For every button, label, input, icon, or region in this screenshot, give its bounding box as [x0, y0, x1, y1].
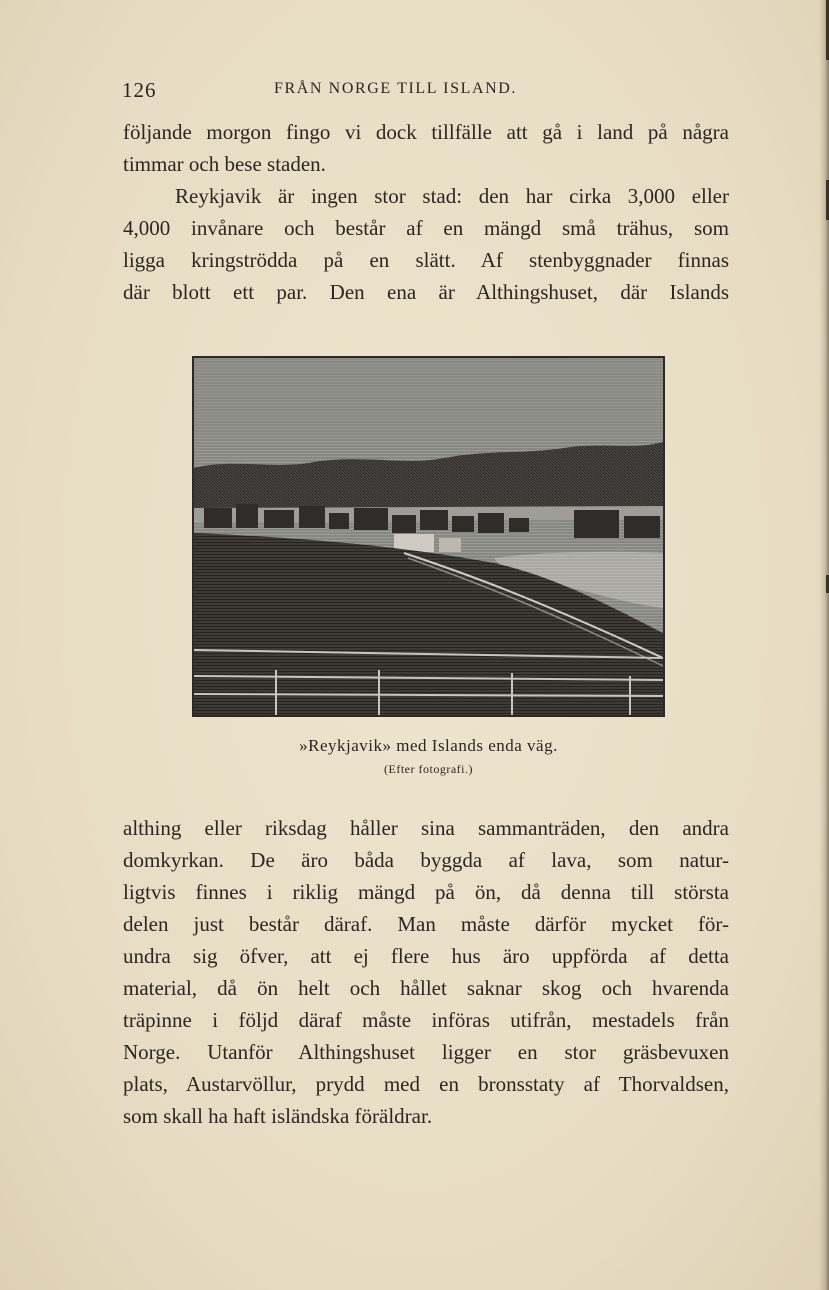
- page-header: [122, 78, 572, 104]
- text-line: där blott ett par. Den ena är Althingshuset, där Islands: [123, 280, 729, 304]
- text-line: Norge. Utanför Althingshuset ligger en stor gräsbevuxen: [123, 1040, 729, 1064]
- text-line: Reykjavik är ingen stor stad: den har cirka 3,000 eller: [175, 184, 729, 208]
- text-line: träpinne i följd däraf måste införas utifrån, mestadels från: [123, 1008, 729, 1032]
- page-number: 126: [122, 78, 157, 102]
- text-line: althing eller riksdag håller sina sammanträden, den andra: [123, 816, 729, 840]
- engraving-illustration: [194, 358, 663, 715]
- text-line: timmar och bese staden.: [123, 152, 326, 176]
- text-line: domkyrkan. De äro båda byggda af lava, som natur-: [123, 848, 729, 872]
- figure-credit: (Efter fotografi.): [384, 762, 473, 776]
- text-line: delen just består däraf. Man måste därför mycket för-: [123, 912, 729, 936]
- figure-caption: »Reykjavik» med Islands enda väg.: [299, 736, 558, 755]
- paragraph-top: [123, 116, 729, 308]
- text-line: ligtvis finnes i riklig mängd på ön, då denna till största: [123, 880, 729, 904]
- paragraph-bottom: [123, 812, 729, 1132]
- running-head: FRÅN NORGE TILL ISLAND.: [274, 80, 518, 97]
- text-line: material, då ön helt och hållet saknar skog och hvarenda: [123, 976, 729, 1000]
- text-line: plats, Austarvöllur, prydd med en bronsstaty af Thorvaldsen,: [123, 1072, 729, 1096]
- text-line: följande morgon fingo vi dock tillfälle att gå i land på några: [123, 120, 729, 144]
- reykjavik-engraving: [192, 356, 665, 717]
- text-line: 4,000 invånare och består af en mängd små trähus, som: [123, 216, 729, 240]
- text-line: undra sig öfver, att ej flere hus äro uppförda af detta: [123, 944, 729, 968]
- text-line: ligga kringströdda på en slätt. Af stenbyggnader finnas: [123, 248, 729, 272]
- text-line: som skall ha haft isländska föräldrar.: [123, 1104, 433, 1128]
